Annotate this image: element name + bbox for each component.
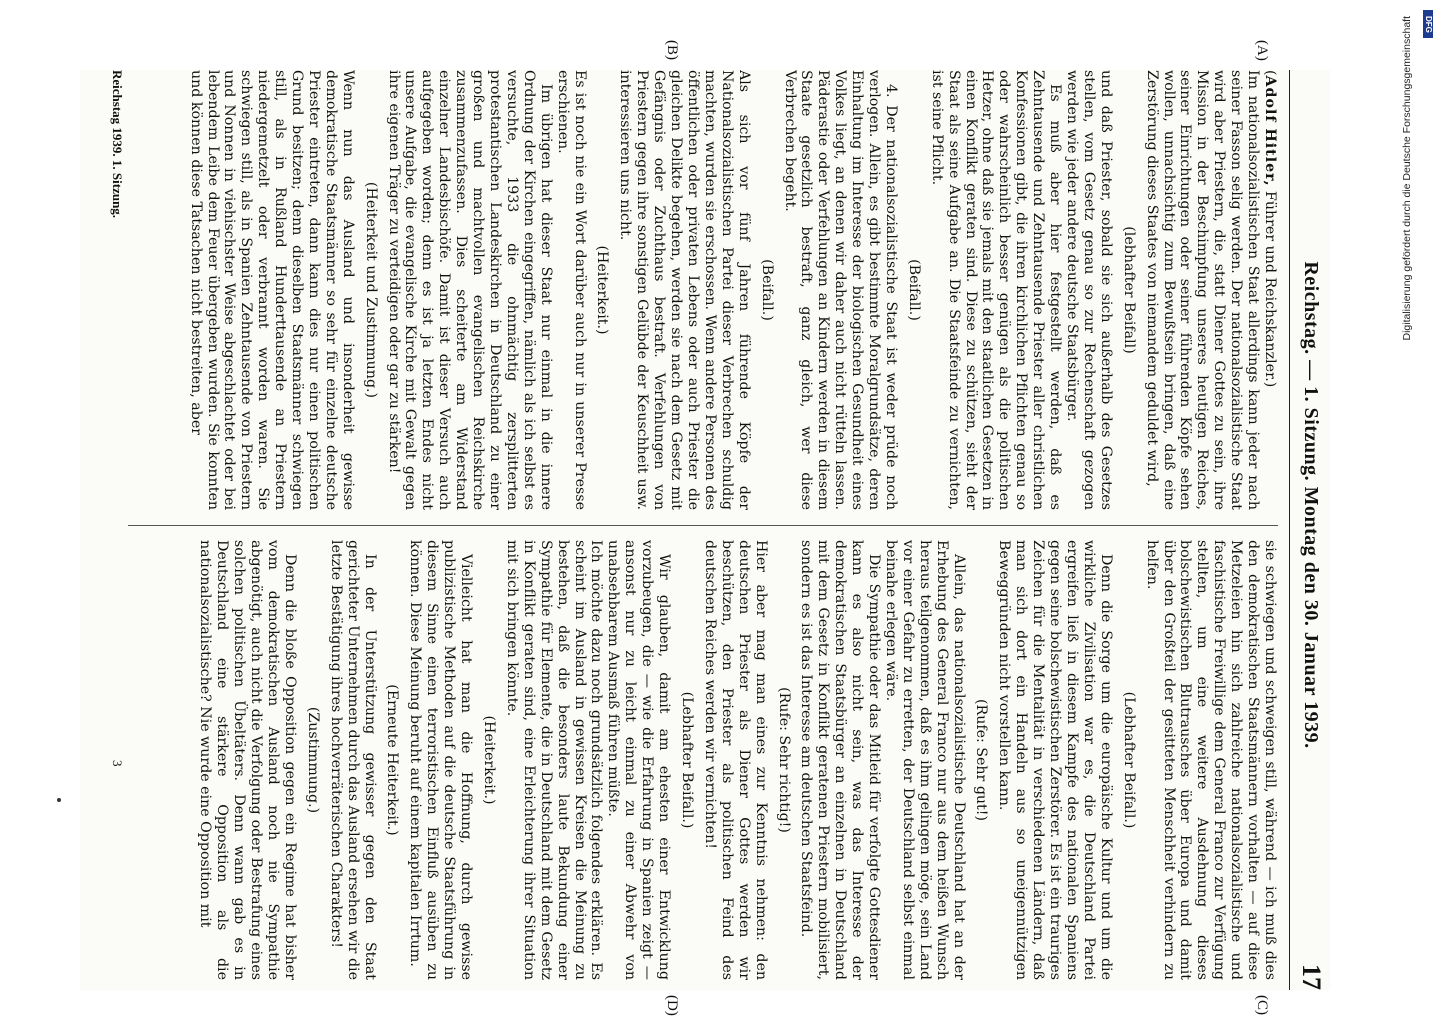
paragraph: Es muß aber hier festgestellt werden, daß es Zehntausende und Zehntausende Priester aller christlichen Konfessionen gibt, die ihren kirchlichen Pflichten genau so oder wahrscheinlich besser genügen als die politischen Hetzer, ohne daß sie jemals mit den staatlichen Gesetzen in einen Konflikt geraten sind. Diese zu schützen, sieht der Staat als seine Aufgabe an. Die Staatsfeinde zu vernichten, ist seine Pflicht.: [928, 70, 1064, 510]
margin-letter-c: (C): [1254, 995, 1270, 1015]
paragraph: Vielleicht hat man die Hoffnung, durch gewisse publizistische Methoden auf die deutsche Staatsführung in diesem Sinne einen terroristischen Einfluß ausüben zu können. Diese Meinung beruht auf einem kapitalen Irrtum.: [407, 540, 475, 980]
scanned-page: [80, 40, 1330, 1016]
paragraph: Hier aber mag man eines zur Kenntnis nehmen: den deutschen Priester als Diener Gottes werden wir beschützen, den Priester als politischen Feind des deutschen Reiches werden wir vernichten!: [701, 540, 769, 980]
paragraph: 4. Der nationalsozialistische Staat ist weder prüde noch verlogen. Allein, es gibt bestimmte Moralgrundsätze, deren Einhaltung im Interesse der biologischen Gesundheit eines Volkes liegt, an denen wir daher auch nicht rütteln lassen. Päderastie oder Verfehlungen an Kindern werden in diesem Staate gesetzlich bestraft, ganz gleich, wer diese Verbrechen begeht.: [781, 70, 899, 510]
margin-letter-b: (B): [664, 40, 680, 60]
paragraph: und daß Priester, sobald sie sich außerhalb des Gesetzes stellen, vom Gesetz genau so zur Rechenschaft gezogen werden wie jeder andere deutsche Staatsbürger.: [1064, 70, 1114, 510]
margin-letter-a: (A): [1254, 40, 1270, 61]
paragraph: Wir glauben, damit am ehesten einer Entwicklung vorzubeugen, die — wie die Erfahrung in Spanien zeigt — ansonst nur zu leicht einmal zu einer Abwehr von unabsehbarem Ausmaß führen müßte.: [605, 540, 673, 980]
paragraph: Denn die bloße Opposition gegen ein Regime hat bisher vom demokratischen Ausland noch nie Sympathie abgenötigt, auch nicht die Verfolgung oder Bestrafung eines solchen politischen Übeltäters. Denn wann gab es in Deutschland eine stärkere Opposition als die nationalsozialistische? Nie wurde eine Opposition mit: [197, 540, 298, 980]
speaker-name: Adolf Hitler,: [1262, 75, 1278, 187]
speaker-role: Führer und Reichskanzler.): [1262, 191, 1278, 388]
right-column: [128, 540, 1278, 980]
left-column: [128, 70, 1278, 510]
reaction-note: (Lebhafter Beifall.): [1120, 691, 1137, 829]
page-number: 17: [1297, 964, 1326, 990]
paragraph: Wenn nun das Ausland und insonderheit gewisse demokratische Staatsmänner so sehr für einzelne deutsche Priester eintreten, dann kann dies nur einen politischen Grund besitzen; denn dieselben Staatsmänner schwiegen still, als in Rußland Hunderttausende an Priestern niedergemetzelt oder verbrannt worden waren. Sie schwiegen still, als in Spanien Zehntausende von Priestern und Nonnen in viehischster Weise abgeschlachtet oder bei lebendem Leibe dem Feuer übergeben wurden. Sie konnten und können diese Tatsachen nicht bestreiten, aber: [187, 70, 356, 510]
reaction-note: (Heiterkeit.): [481, 715, 498, 805]
reaction-note: (Beifall.): [905, 259, 922, 321]
margin-letter-d: (D): [664, 995, 680, 1016]
page-title: Reichstag. — 1. Sitzung. Montag den 30. Januar 1939.: [1300, 261, 1322, 749]
reaction-note: (Erneute Heiterkeit.): [384, 684, 401, 836]
reaction-note: (Zustimmung.): [304, 706, 321, 814]
reaction-note: (Beifall.): [758, 259, 775, 321]
footer-left: Reichstag 1939. 1. Sitzung.: [110, 70, 125, 219]
reaction-note: (Rufe: Sehr richtig!): [775, 687, 792, 833]
paragraph: Es ist noch nie ein Wort darüber auch nur in unserer Presse erschienen.: [554, 70, 588, 510]
reaction-note: (Rufe: Sehr gut!): [973, 699, 990, 821]
paragraph: Die Sympathie oder das Mitleid für verfolgte Gottesdiener kann es also nicht sein, was das Interesse der demokratischen Staatsbürger an einzelnen in Deutschland mit dem Gesetz in Konflikt geratenen Priestern mobilisiert, sondern es ist das Interesse am deutschen Staatsfeind.: [798, 540, 883, 980]
footer-signature: 3: [110, 760, 125, 767]
dfg-logo: DFG: [1423, 10, 1433, 38]
column-divider: [128, 525, 1278, 526]
paragraph: Im übrigen hat dieser Staat nur einmal in die innere Ordnung der Kirchen eingegriffen, nämlich als ich selbst es versuchte, 1933 die ohnmächtig zersplitterten protestantischen Landeskirchen in Deutschland zu einer großen und machtvollen evangelischen Reichskirche zusammenzufassen. Dies scheiterte am Widerstand einzelner Landesbischöfe. Damit ist dieser Versuch auch aufgegeben worden; denn es ist ja letzten Endes nicht unsere Aufgabe, die evangelische Kirche mit Gewalt gegen ihre eigenen Träger zu verteidigen oder gar zu stärken!: [385, 70, 554, 510]
paragraph: Allein, das nationalsozialistische Deutschland hat an der Erhebung des General Franco nur aus dem heißen Wunsch heraus teilgenommen, daß es ihm gelingen möge, sein Land vor einer Gefahr zu erretten, der Deutschland selbst einmal beinahe erlegen wäre.: [882, 540, 967, 980]
paragraph: sie schwiegen und schweigen still, während — ich muß dies den demokratischen Staatsmännern vorhalten — auf diese Metzeleien hin sich zahlreiche nationalsozialistische und faschistische Freiwillige dem General Franco zur Verfügung stellten, um eine weitere Ausdehnung dieses bolschewistischen Blutrausches über Europa und damit über den Großteil der gesitteten Menschheit verhindern zu helfen.: [1143, 540, 1278, 980]
paragraph: In der Unterstützung gewisser gegen den Staat gerichteter Unternehmen durch das Ausland ersehen wir die letzte Bestätigung ihres hochverräterischen Charakters!: [327, 540, 378, 980]
paragraph: Im nationalsozialistischen Staat allerdings kann jeder nach seiner Fasson selig werden. Der nationalsozialistische Staat wird aber Priestern, die, statt Diener Gottes zu sein, ihre Mission in der Beschimpfung unseres heutigen Reiches, seiner Einrichtungen oder seiner führenden Köpfe sehen wollen, unnachsichtig zum Bewußtsein bringen, daß eine Zerstörung dieses Staates von niemandem geduldet wird,: [1143, 70, 1262, 510]
funding-note: Digitalisierung gefördert durch die Deutsche Forschungsgemeinschaft: [1401, 16, 1413, 341]
paragraph: Als sich vor fünf Jahren führende Köpfe der Nationalsozialistischen Partei dieser Verbrechen schuldig machten, wurden sie erschossen. Wenn andere Personen des öffentlichen oder privaten Lebens oder auch Priester die gleichen Delikte begehen, werden sie nach dem Gesetz mit Gefängnis oder Zuchthaus bestraft. Verfehlungen von Priestern gegen ihre sonstigen Gelübde der Keuschheit usw. interessieren uns nicht.: [617, 70, 752, 510]
reaction-note: (Heiterkeit und Zustimmung.): [362, 181, 379, 399]
paragraph: Ich möchte dazu noch grundsätzlich folgendes erklären. Es scheint im Ausland in gewissen Kreisen die Meinung zu bestehen, daß die besonders laute Bekundung einer Sympathie für Elemente, die in Deutschland mit dem Gesetz in Konflikt geraten sind, eine Erleichterung ihrer Situation mit sich bringen könnte.: [503, 540, 605, 980]
reaction-note: (Lebhafter Beifall.): [679, 691, 695, 829]
reaction-note: (lebhafter Beifall): [1120, 226, 1137, 354]
speaker-line: (Adolf Hitler, Führer und Reichskanzler.): [1262, 70, 1278, 388]
paragraph: Denn die Sorge um die europäische Kultur und um die wirkliche Zivilisation war es, die Deutschland Partei ergreifen ließ in diesem Kampfe des nationalen Spaniens gegen seine bolschewistischen Zerstörer. Es ist ein trauriges Zeichen für die Mentalität in verschiedenen Ländern, daß man sich dort ein Handeln aus so uneigennützigen Beweggründen nicht vorstellen kann.: [996, 540, 1114, 980]
scan-speck: [57, 798, 61, 802]
reaction-note: (Heiterkeit.): [594, 245, 611, 335]
page-header: [1289, 70, 1330, 990]
